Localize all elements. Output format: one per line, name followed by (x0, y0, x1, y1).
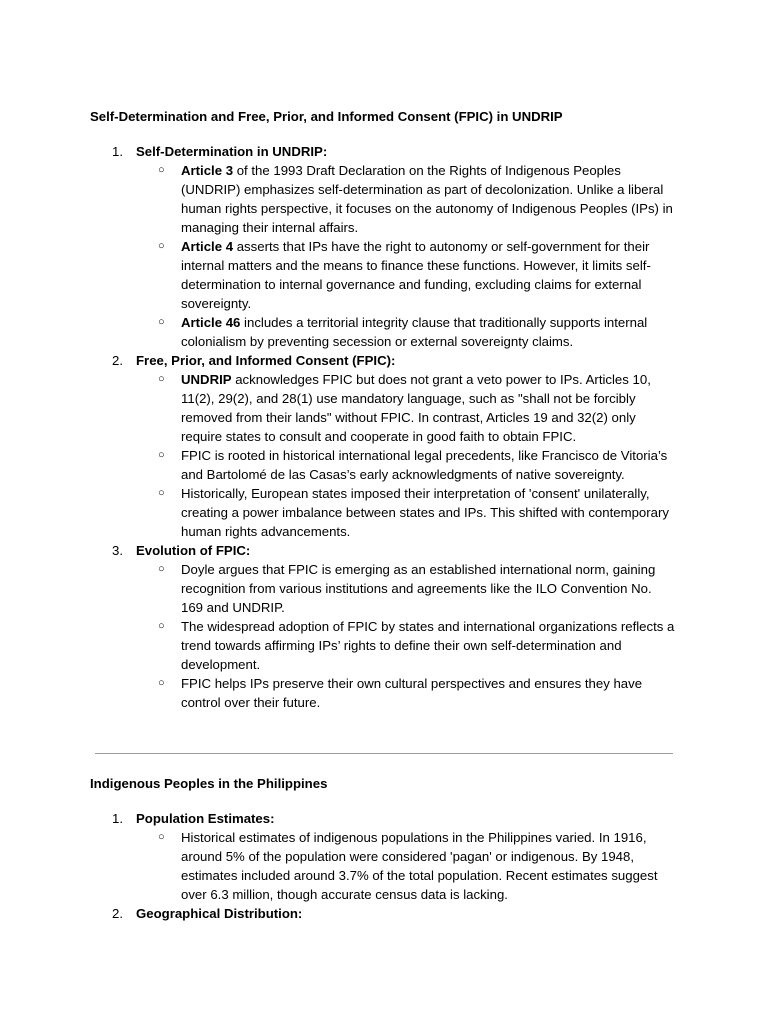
list-item-heading: Self-Determination in UNDRIP: (136, 144, 328, 159)
bullet-text: Historical estimates of indigenous populations in the Philippines varied. In 1916, around 5% of the population were considered 'pagan' or indigenous. By 1948, estimates included around 3.7% of the total population. Recent estimates suggest over 6.3 million, though accurate census data is lacking. (181, 830, 658, 902)
bullet-item (158, 484, 677, 541)
list-item-heading: Geographical Distribution: (136, 906, 303, 921)
bullet-list (0, 828, 768, 904)
bullet-text: of the 1993 Draft Declaration on the Rights of Indigenous Peoples (UNDRIP) emphasizes self-determination as part of decolonization. Unlike a liberal human rights perspective, it focuses on the autonomy of Indigenous Peoples (IPs) in managing their internal affairs. (181, 163, 673, 235)
hollow-circle-bullet-icon: ○ (158, 316, 165, 328)
hollow-circle-bullet-icon: ○ (158, 563, 165, 575)
bullet-item (158, 560, 677, 617)
bullet-list (0, 560, 768, 712)
bullet-item (158, 237, 677, 313)
numbered-list (0, 142, 768, 712)
section-title: Self-Determination and Free, Prior, and Informed Consent (FPIC) in UNDRIP (90, 109, 563, 124)
bullet-text: FPIC helps IPs preserve their own cultural perspectives and ensures they have control over their future. (181, 676, 643, 710)
bullet-item (158, 370, 677, 446)
bullet-item (158, 161, 677, 237)
bullet-bold-lead: UNDRIP (181, 372, 232, 387)
list-item-heading: Evolution of FPIC: (136, 543, 251, 558)
hollow-circle-bullet-icon: ○ (158, 487, 165, 499)
bullet-bold-lead: Article 4 (181, 239, 234, 254)
hollow-circle-bullet-icon: ○ (158, 240, 165, 252)
list-item (0, 351, 768, 541)
list-item (0, 904, 768, 923)
section-title: Indigenous Peoples in the Philippines (90, 776, 328, 791)
horizontal-divider (95, 753, 673, 754)
hollow-circle-bullet-icon: ○ (158, 164, 165, 176)
list-item-number: 2. (112, 353, 123, 368)
bullet-bold-lead: Article 46 (181, 315, 241, 330)
bullet-item (158, 674, 677, 712)
list-item (0, 809, 768, 904)
bullet-text: The widespread adoption of FPIC by states and international organizations reflects a trend towards affirming IPs’ rights to define their own self-determination and development. (181, 619, 675, 672)
bullet-item (158, 828, 677, 904)
list-item-heading: Population Estimates: (136, 811, 275, 826)
bullet-bold-lead: Article 3 (181, 163, 234, 178)
numbered-list (0, 809, 768, 923)
hollow-circle-bullet-icon: ○ (158, 620, 165, 632)
bullet-text: Doyle argues that FPIC is emerging as an established international norm, gaining recognition from various institutions and agreements like the ILO Convention No. 169 and UNDRIP. (181, 562, 656, 615)
bullet-text: includes a territorial integrity clause that traditionally supports internal colonialism by preventing secession or external sovereignty claims. (181, 315, 648, 349)
bullet-list (0, 161, 768, 351)
list-item-number: 1. (112, 144, 123, 159)
bullet-list (0, 370, 768, 541)
list-item-number: 1. (112, 811, 123, 826)
hollow-circle-bullet-icon: ○ (158, 373, 165, 385)
list-item (0, 541, 768, 712)
bullet-text: acknowledges FPIC but does not grant a veto power to IPs. Articles 10, 11(2), 29(2), and 28(1) use mandatory language, such as "shall not be forcibly removed from their lands" without FPIC. In contrast, Articles 19 and 32(2) only require states to consult and cooperate in good faith to obtain FPIC. (181, 372, 651, 444)
bullet-item (158, 313, 677, 351)
bullet-text: asserts that IPs have the right to autonomy or self-government for their internal matters and the means to finance these functions. However, it limits self-determination to internal governance and funding, excluding claims for external sovereignty. (181, 239, 651, 311)
hollow-circle-bullet-icon: ○ (158, 449, 165, 461)
bullet-text: FPIC is rooted in historical international legal precedents, like Francisco de Vitoria’s and Bartolomé de las Casas’s early acknowledgments of native sovereignty. (181, 448, 668, 482)
list-item-heading: Free, Prior, and Informed Consent (FPIC): (136, 353, 396, 368)
hollow-circle-bullet-icon: ○ (158, 831, 165, 843)
list-item-number: 2. (112, 906, 123, 921)
bullet-item (158, 446, 677, 484)
hollow-circle-bullet-icon: ○ (158, 677, 165, 689)
list-item (0, 142, 768, 351)
list-item-number: 3. (112, 543, 123, 558)
bullet-text: Historically, European states imposed their interpretation of 'consent' unilaterally, creating a power imbalance between states and IPs. This shifted with contemporary human rights advancements. (181, 486, 669, 539)
bullet-item (158, 617, 677, 674)
